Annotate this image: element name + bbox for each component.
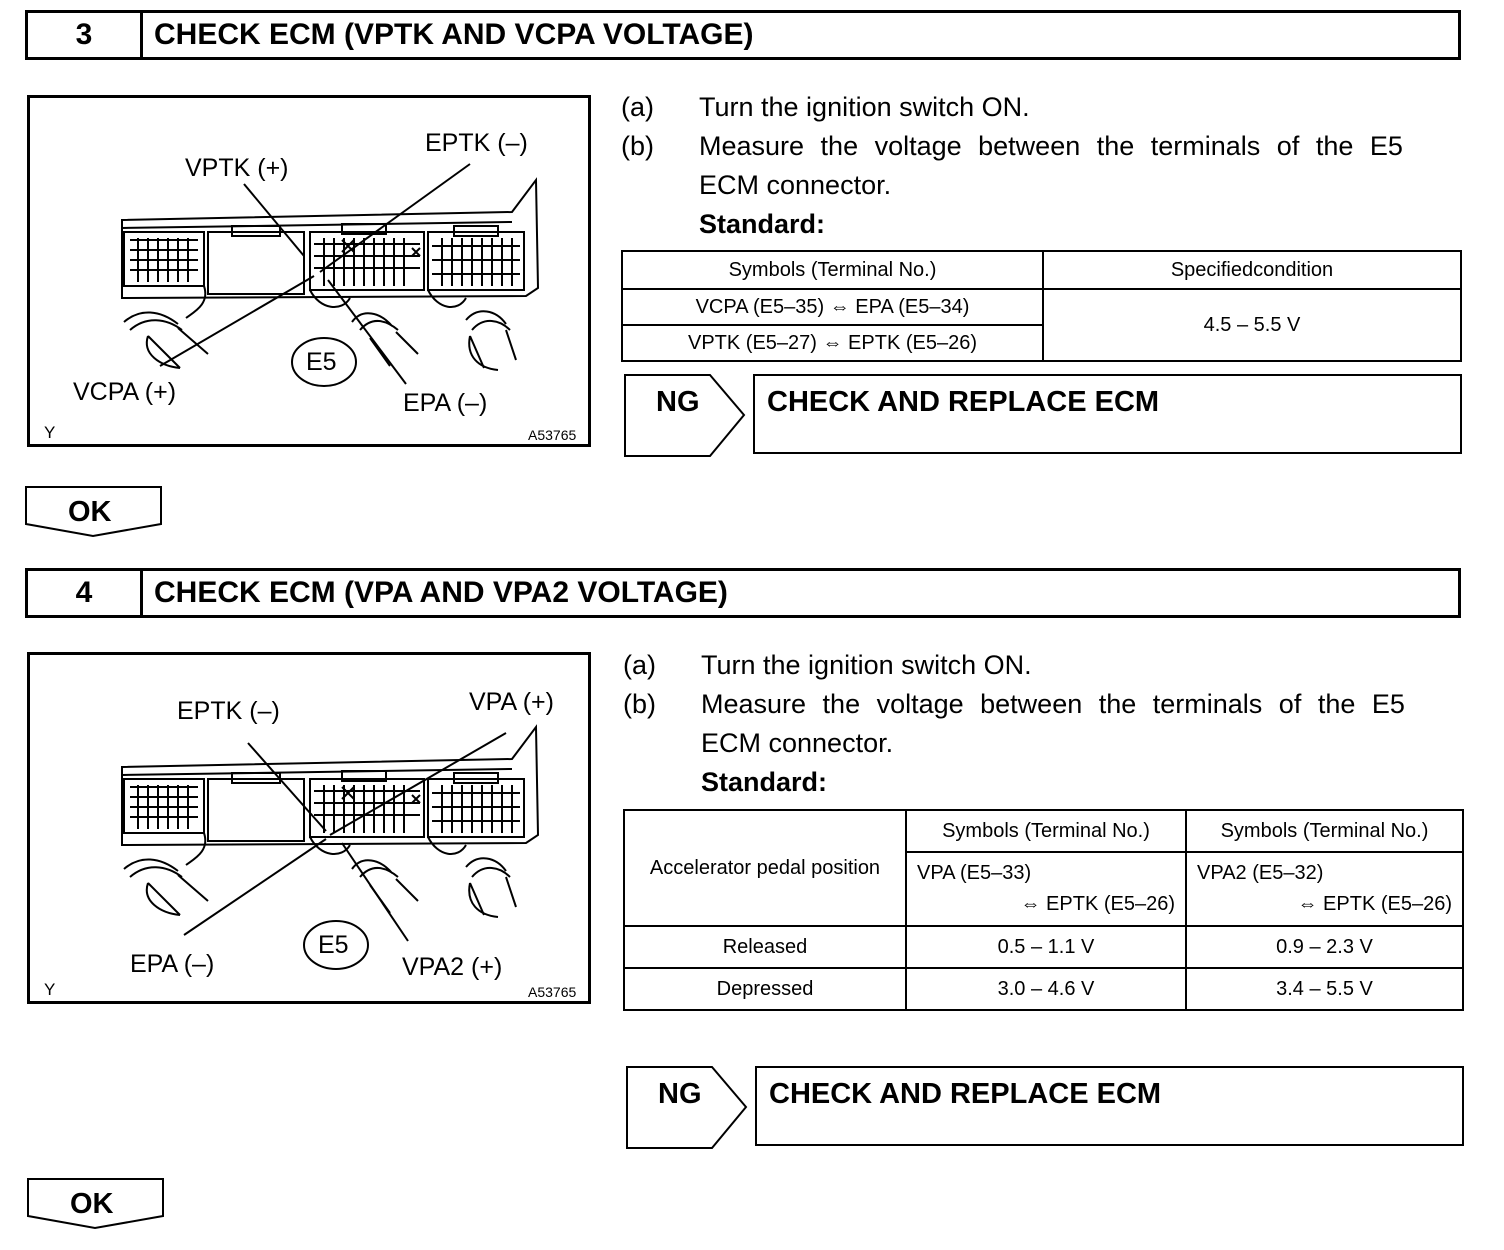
step-title: CHECK ECM (VPA AND VPA2 VOLTAGE) [154,576,728,609]
standard-label: Standard: [699,209,826,239]
step-4-connector-figure [27,652,591,1004]
table-header: Specifiedcondition [1043,251,1461,289]
terminal-cell [1186,852,1463,926]
corner-mark: Y [44,980,56,999]
step-4-spec-table [623,809,1464,1011]
table-cell: 4.5 – 5.5 V [1043,289,1461,361]
instruction-text: Turn the ignition switch ON. [701,650,1032,680]
table-row [624,926,1463,968]
step-3-header [25,10,1461,60]
step-title: CHECK ECM (VPTK AND VCPA VOLTAGE) [154,18,754,51]
vcpa-label: VCPA (+) [73,378,177,406]
table-header: Symbols (Terminal No.) [622,251,1043,289]
connector-label: E5 [306,348,337,376]
terminal-line1: VPA (E5–33) [917,862,1032,884]
instruction-text-cont: ECM connector. [699,170,892,200]
ng-action-box [753,374,1462,454]
instruction-text: Measure the voltage between the terminals of the E5 [701,689,1405,719]
instruction-text-cont: ECM connector. [701,728,894,758]
ng-action-box [755,1066,1464,1146]
ok-label: OK [68,496,112,528]
table-row [624,968,1463,1010]
eptk-label: EPTK (–) [425,129,528,157]
row-header: Accelerator pedal position [624,810,906,926]
standard-label: Standard: [701,767,828,797]
step-3-connector-figure [27,95,591,447]
table-header: Symbols (Terminal No.) [906,810,1186,852]
step-number: 4 [28,571,143,615]
instruction-letter: (b) [623,689,656,719]
step-4-header [25,568,1461,618]
ng-action-text: CHECK AND REPLACE ECM [767,386,1160,418]
ng-label: NG [658,1078,702,1110]
connector-label: E5 [318,931,349,959]
ng-action-text: CHECK AND REPLACE ECM [769,1078,1162,1110]
instruction-text: Measure the voltage between the terminals of the E5 [699,131,1403,161]
terminal-cell [906,852,1186,926]
ng-label: NG [656,386,700,418]
vpa2-label: VPA2 (+) [402,953,503,981]
figure-id: A53765 [528,427,577,443]
epa-label: EPA (–) [403,389,488,417]
step-number: 3 [28,13,143,57]
ok-label: OK [70,1188,114,1220]
table-cell: 3.4 – 5.5 V [1186,968,1463,1010]
terminal-line2: ⇔ EPTK (E5–26) [1020,893,1175,915]
table-cell: 0.5 – 1.1 V [906,926,1186,968]
instruction-letter: (b) [621,131,654,161]
vptk-label: VPTK (+) [185,154,289,182]
instruction-letter: (a) [623,650,656,680]
table-cell: Depressed [624,968,906,1010]
instruction-letter: (a) [621,92,654,122]
table-cell: VPTK (E5–27) ⇔ EPTK (E5–26) [622,325,1043,361]
terminal-line1: VPA2 (E5–32) [1197,862,1324,884]
table-cell: 0.9 – 2.3 V [1186,926,1463,968]
table-header: Symbols (Terminal No.) [1186,810,1463,852]
corner-mark: Y [44,423,56,442]
table-cell: Released [624,926,906,968]
instruction-text: Turn the ignition switch ON. [699,92,1030,122]
vpa-label: VPA (+) [469,688,554,716]
epa-label: EPA (–) [130,950,215,978]
figure-id: A53765 [528,984,577,1000]
eptk-label: EPTK (–) [177,697,280,725]
terminal-line2: ⇔ EPTK (E5–26) [1297,893,1452,915]
table-cell: 3.0 – 4.6 V [906,968,1186,1010]
step-3-spec-table [621,250,1462,362]
table-cell: VCPA (E5–35) ⇔ EPA (E5–34) [622,289,1043,325]
